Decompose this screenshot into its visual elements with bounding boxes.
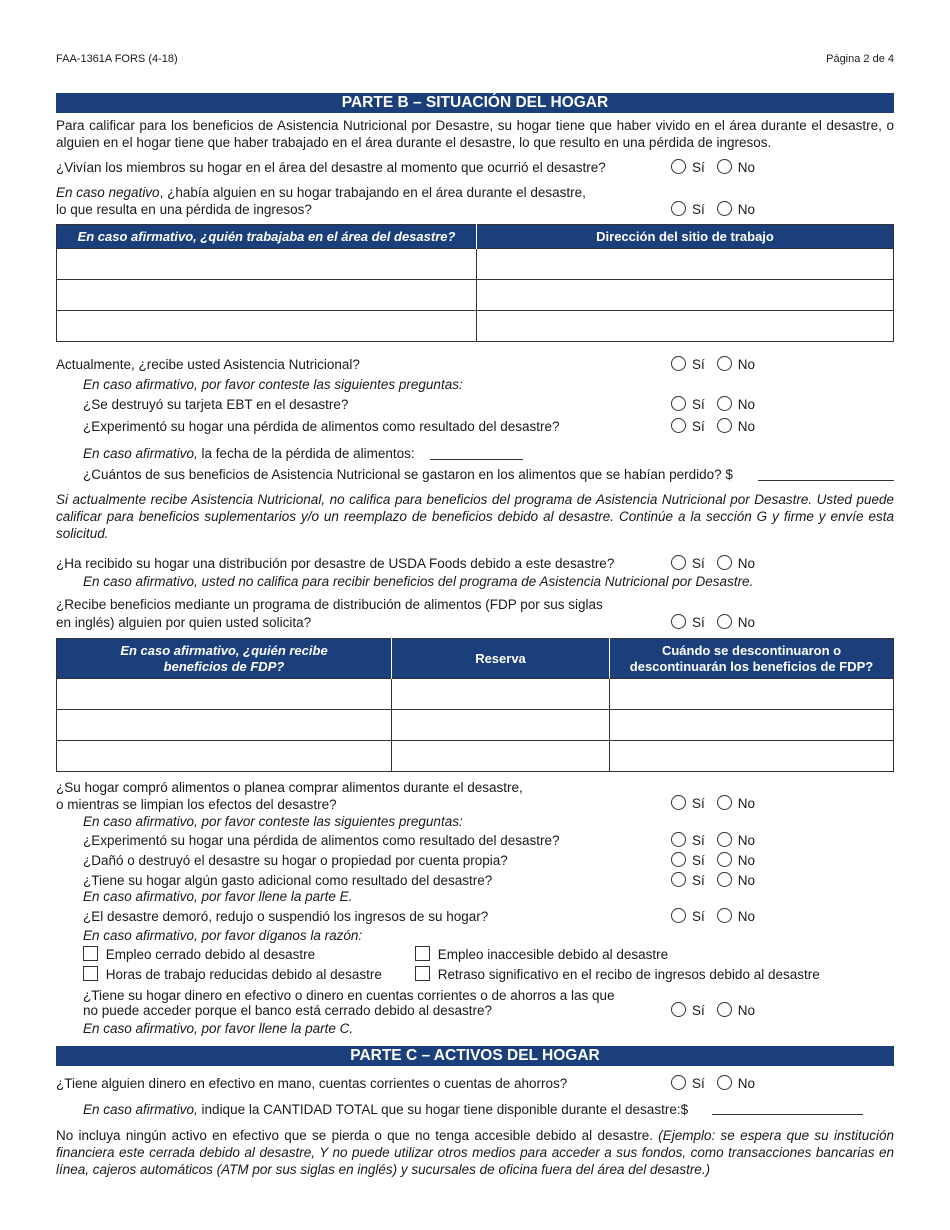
table-cell[interactable] <box>392 710 610 741</box>
table-cell[interactable] <box>57 741 392 772</box>
no-radio[interactable] <box>717 159 732 174</box>
form-id: FAA-1361A FORS (4-18) <box>56 53 178 65</box>
yes-no-damage: Sí No <box>671 852 767 869</box>
q-usda-foods: ¿Ha recibido su hogar una distribución por desastre de USDA Foods debido a este desastre? <box>56 556 615 571</box>
no-radio[interactable] <box>717 1002 732 1017</box>
page-number: Página 2 de 4 <box>826 53 894 65</box>
q-inaccessible-cash: ¿Tiene su hogar dinero en efectivo o dinero en cuentas corrientes o de ahorros a las que <box>83 988 615 1003</box>
reason-income-delay: Retraso significativo en el recibo de ingresos debido al desastre <box>415 966 820 983</box>
yes-radio[interactable] <box>671 396 686 411</box>
no-radio[interactable] <box>717 555 732 570</box>
yes-radio[interactable] <box>671 1002 686 1017</box>
no-radio[interactable] <box>717 1075 732 1090</box>
yes-no-cash-on-hand: Sí No <box>671 1075 767 1092</box>
table-cell[interactable] <box>477 249 894 280</box>
yes-radio[interactable] <box>671 201 686 216</box>
checkbox[interactable] <box>83 966 98 981</box>
table-cell[interactable] <box>610 679 894 710</box>
q-benefits-spent: ¿Cuántos de sus beneficios de Asistencia Nutricional se gastaron en los alimentos que se habían perdido? $ <box>83 467 733 482</box>
yes-radio[interactable] <box>671 852 686 867</box>
no-radio[interactable] <box>717 832 732 847</box>
part-c-note: No incluya ningún activo en efectivo que se pierda o que no tenga accesible debido al desastre. (Ejemplo: se espera que su institución financiera este cerrada debido al desastre, Y no puede utilizar otros medios para acceder a sus fondos, como transacciones bancarias en línea, cajeros automáticos (ATM por sus siglas en inglés) y sucursales de oficina fuera del área del desastre.) <box>56 1128 894 1177</box>
q-lived-in-area: ¿Vivían los miembros su hogar en el área del desastre al momento que ocurrió el desastre? <box>56 160 606 175</box>
q-worked-in-area: En caso negativo, ¿había alguien en su hogar trabajando en el área durante el desastre, <box>56 185 586 200</box>
table-cell[interactable] <box>57 710 392 741</box>
checkbox[interactable] <box>83 946 98 961</box>
expense-note: En caso afirmativo, por favor llene la parte E. <box>83 889 353 904</box>
yes-radio[interactable] <box>671 356 686 371</box>
no-radio[interactable] <box>717 356 732 371</box>
yes-no-fdp: Sí No <box>671 614 767 631</box>
q-purchase-food: ¿Su hogar compró alimentos o planea comprar alimentos durante el desastre, <box>56 780 523 795</box>
yes-radio[interactable] <box>671 908 686 923</box>
usda-note: En caso afirmativo, usted no califica para recibir beneficios del programa de Asistencia Nutricional por Desastre. <box>83 574 754 589</box>
no-radio[interactable] <box>717 201 732 216</box>
no-radio[interactable] <box>717 872 732 887</box>
yes-no-lived: Sí No <box>671 159 767 176</box>
yes-radio[interactable] <box>671 614 686 629</box>
food-loss-date-field[interactable] <box>430 459 523 460</box>
yes-no-snap: Sí No <box>671 356 767 373</box>
q-extra-expense: ¿Tiene su hogar algún gasto adicional como resultado del desastre? <box>83 873 493 888</box>
table-cell[interactable] <box>392 679 610 710</box>
q-cash-on-hand: ¿Tiene alguien dinero en efectivo en mano, cuentas corrientes o cuentas de ahorros? <box>56 1076 568 1091</box>
income-note: En caso afirmativo, por favor díganos la razón: <box>83 928 363 943</box>
table-cell[interactable] <box>477 311 894 342</box>
table-cell[interactable] <box>392 741 610 772</box>
q-food-loss: ¿Experimentó su hogar una pérdida de alimentos como resultado del desastre? <box>83 419 560 434</box>
food-loss-date-label: En caso afirmativo, la fecha de la pérdida de alimentos: <box>83 446 415 461</box>
table-cell[interactable] <box>477 280 894 311</box>
work-table-header-address: Dirección del sitio de trabajo <box>477 225 894 249</box>
q-fdp-line2: en inglés) alguien por quien usted solicita? <box>56 615 312 630</box>
snap-note: Si actualmente recibe Asistencia Nutricional, no califica para beneficios del programa de Asistencia Nutricional por Desastre. Usted puede calificar para beneficios suplementarios y/o un reemplazo de beneficios debido al desastre. Continúe a la sección G y firme y envíe esta solicitud. <box>56 492 894 541</box>
yes-radio[interactable] <box>671 418 686 433</box>
yes-no-usda: Sí No <box>671 555 767 572</box>
reason-employer-closed: Empleo cerrado debido al desastre <box>83 946 315 963</box>
table-cell[interactable] <box>57 249 477 280</box>
part-b-title: PARTE B – SITUACIÓN DEL HOGAR <box>56 93 894 113</box>
table-cell[interactable] <box>57 280 477 311</box>
checkbox[interactable] <box>415 966 430 981</box>
yes-radio[interactable] <box>671 1075 686 1090</box>
snap-followup: En caso afirmativo, por favor conteste las siguientes preguntas: <box>83 377 463 392</box>
yes-radio[interactable] <box>671 795 686 810</box>
q-home-damage: ¿Dañó o destruyó el desastre su hogar o propiedad por cuenta propia? <box>83 853 508 868</box>
fdp-table <box>56 638 894 772</box>
part-c-title: PARTE C – ACTIVOS DEL HOGAR <box>56 1046 894 1066</box>
yes-no-worked: Sí No <box>671 201 767 218</box>
yes-no-food-loss-2: Sí No <box>671 832 767 849</box>
work-table-header-who: En caso afirmativo, ¿quién trabajaba en el área del desastre? <box>57 225 477 249</box>
table-cell[interactable] <box>57 679 392 710</box>
benefits-spent-field[interactable] <box>758 480 894 481</box>
yes-no-purchase: Sí No <box>671 795 767 812</box>
reason-employment-inaccessible: Empleo inaccesible debido al desastre <box>415 946 668 963</box>
q-food-loss-2: ¿Experimentó su hogar una pérdida de alimentos como resultado del desastre? <box>83 833 560 848</box>
q-fdp: ¿Recibe beneficios mediante un programa de distribución de alimentos (FDP por sus siglas <box>56 597 603 612</box>
no-radio[interactable] <box>717 418 732 433</box>
no-radio[interactable] <box>717 614 732 629</box>
yes-no-food-loss: Sí No <box>671 418 767 435</box>
purchase-followup: En caso afirmativo, por favor conteste las siguientes preguntas: <box>83 814 463 829</box>
yes-no-expense: Sí No <box>671 872 767 889</box>
part-b-intro: Para calificar para los beneficios de Asistencia Nutricional por Desastre, su hogar tiene que haber vivido en el área durante el desastre, o alguien en el hogar tiene que haber trabajado en el área durante el desastre, lo que resulto en una pérdida de ingresos. <box>56 118 894 150</box>
work-site-table <box>56 224 894 342</box>
yes-radio[interactable] <box>671 159 686 174</box>
yes-radio[interactable] <box>671 555 686 570</box>
table-cell[interactable] <box>57 311 477 342</box>
yes-no-inaccessible-cash: Sí No <box>671 1002 767 1019</box>
total-amount-label: En caso afirmativo, indique la CANTIDAD TOTAL que su hogar tiene disponible durante el desastre:$ <box>83 1102 689 1117</box>
total-amount-field[interactable] <box>712 1114 863 1115</box>
no-radio[interactable] <box>717 396 732 411</box>
yes-radio[interactable] <box>671 832 686 847</box>
table-cell[interactable] <box>610 741 894 772</box>
q-inaccessible-cash-line2: no puede acceder porque el banco está cerrado debido al desastre? <box>83 1003 493 1018</box>
no-radio[interactable] <box>717 908 732 923</box>
fdp-header-reserve: Reserva <box>392 639 610 679</box>
checkbox[interactable] <box>415 946 430 961</box>
no-radio[interactable] <box>717 852 732 867</box>
yes-no-ebt: Sí No <box>671 396 767 413</box>
table-cell[interactable] <box>610 710 894 741</box>
no-radio[interactable] <box>717 795 732 810</box>
q-income-affected: ¿El desastre demoró, redujo o suspendió los ingresos de su hogar? <box>83 909 489 924</box>
cash-note: En caso afirmativo, por favor llene la parte C. <box>83 1021 354 1036</box>
fdp-header-who: En caso afirmativo, ¿quién recibe beneficios de FDP? <box>57 639 392 679</box>
q-purchase-food-line2: o mientras se limpian los efectos del desastre? <box>56 797 337 812</box>
q-ebt-destroyed: ¿Se destruyó su tarjeta EBT en el desastre? <box>83 397 349 412</box>
reason-reduced-hours: Horas de trabajo reducidas debido al desastre <box>83 966 382 983</box>
fdp-header-when: Cuándo se descontinuaron o descontinuarán los beneficios de FDP? <box>610 639 894 679</box>
q-receives-snap: Actualmente, ¿recibe usted Asistencia Nutricional? <box>56 357 360 372</box>
yes-radio[interactable] <box>671 872 686 887</box>
q-worked-in-area-line2: lo que resulta en una pérdida de ingresos? <box>56 202 312 217</box>
yes-no-income: Sí No <box>671 908 767 925</box>
